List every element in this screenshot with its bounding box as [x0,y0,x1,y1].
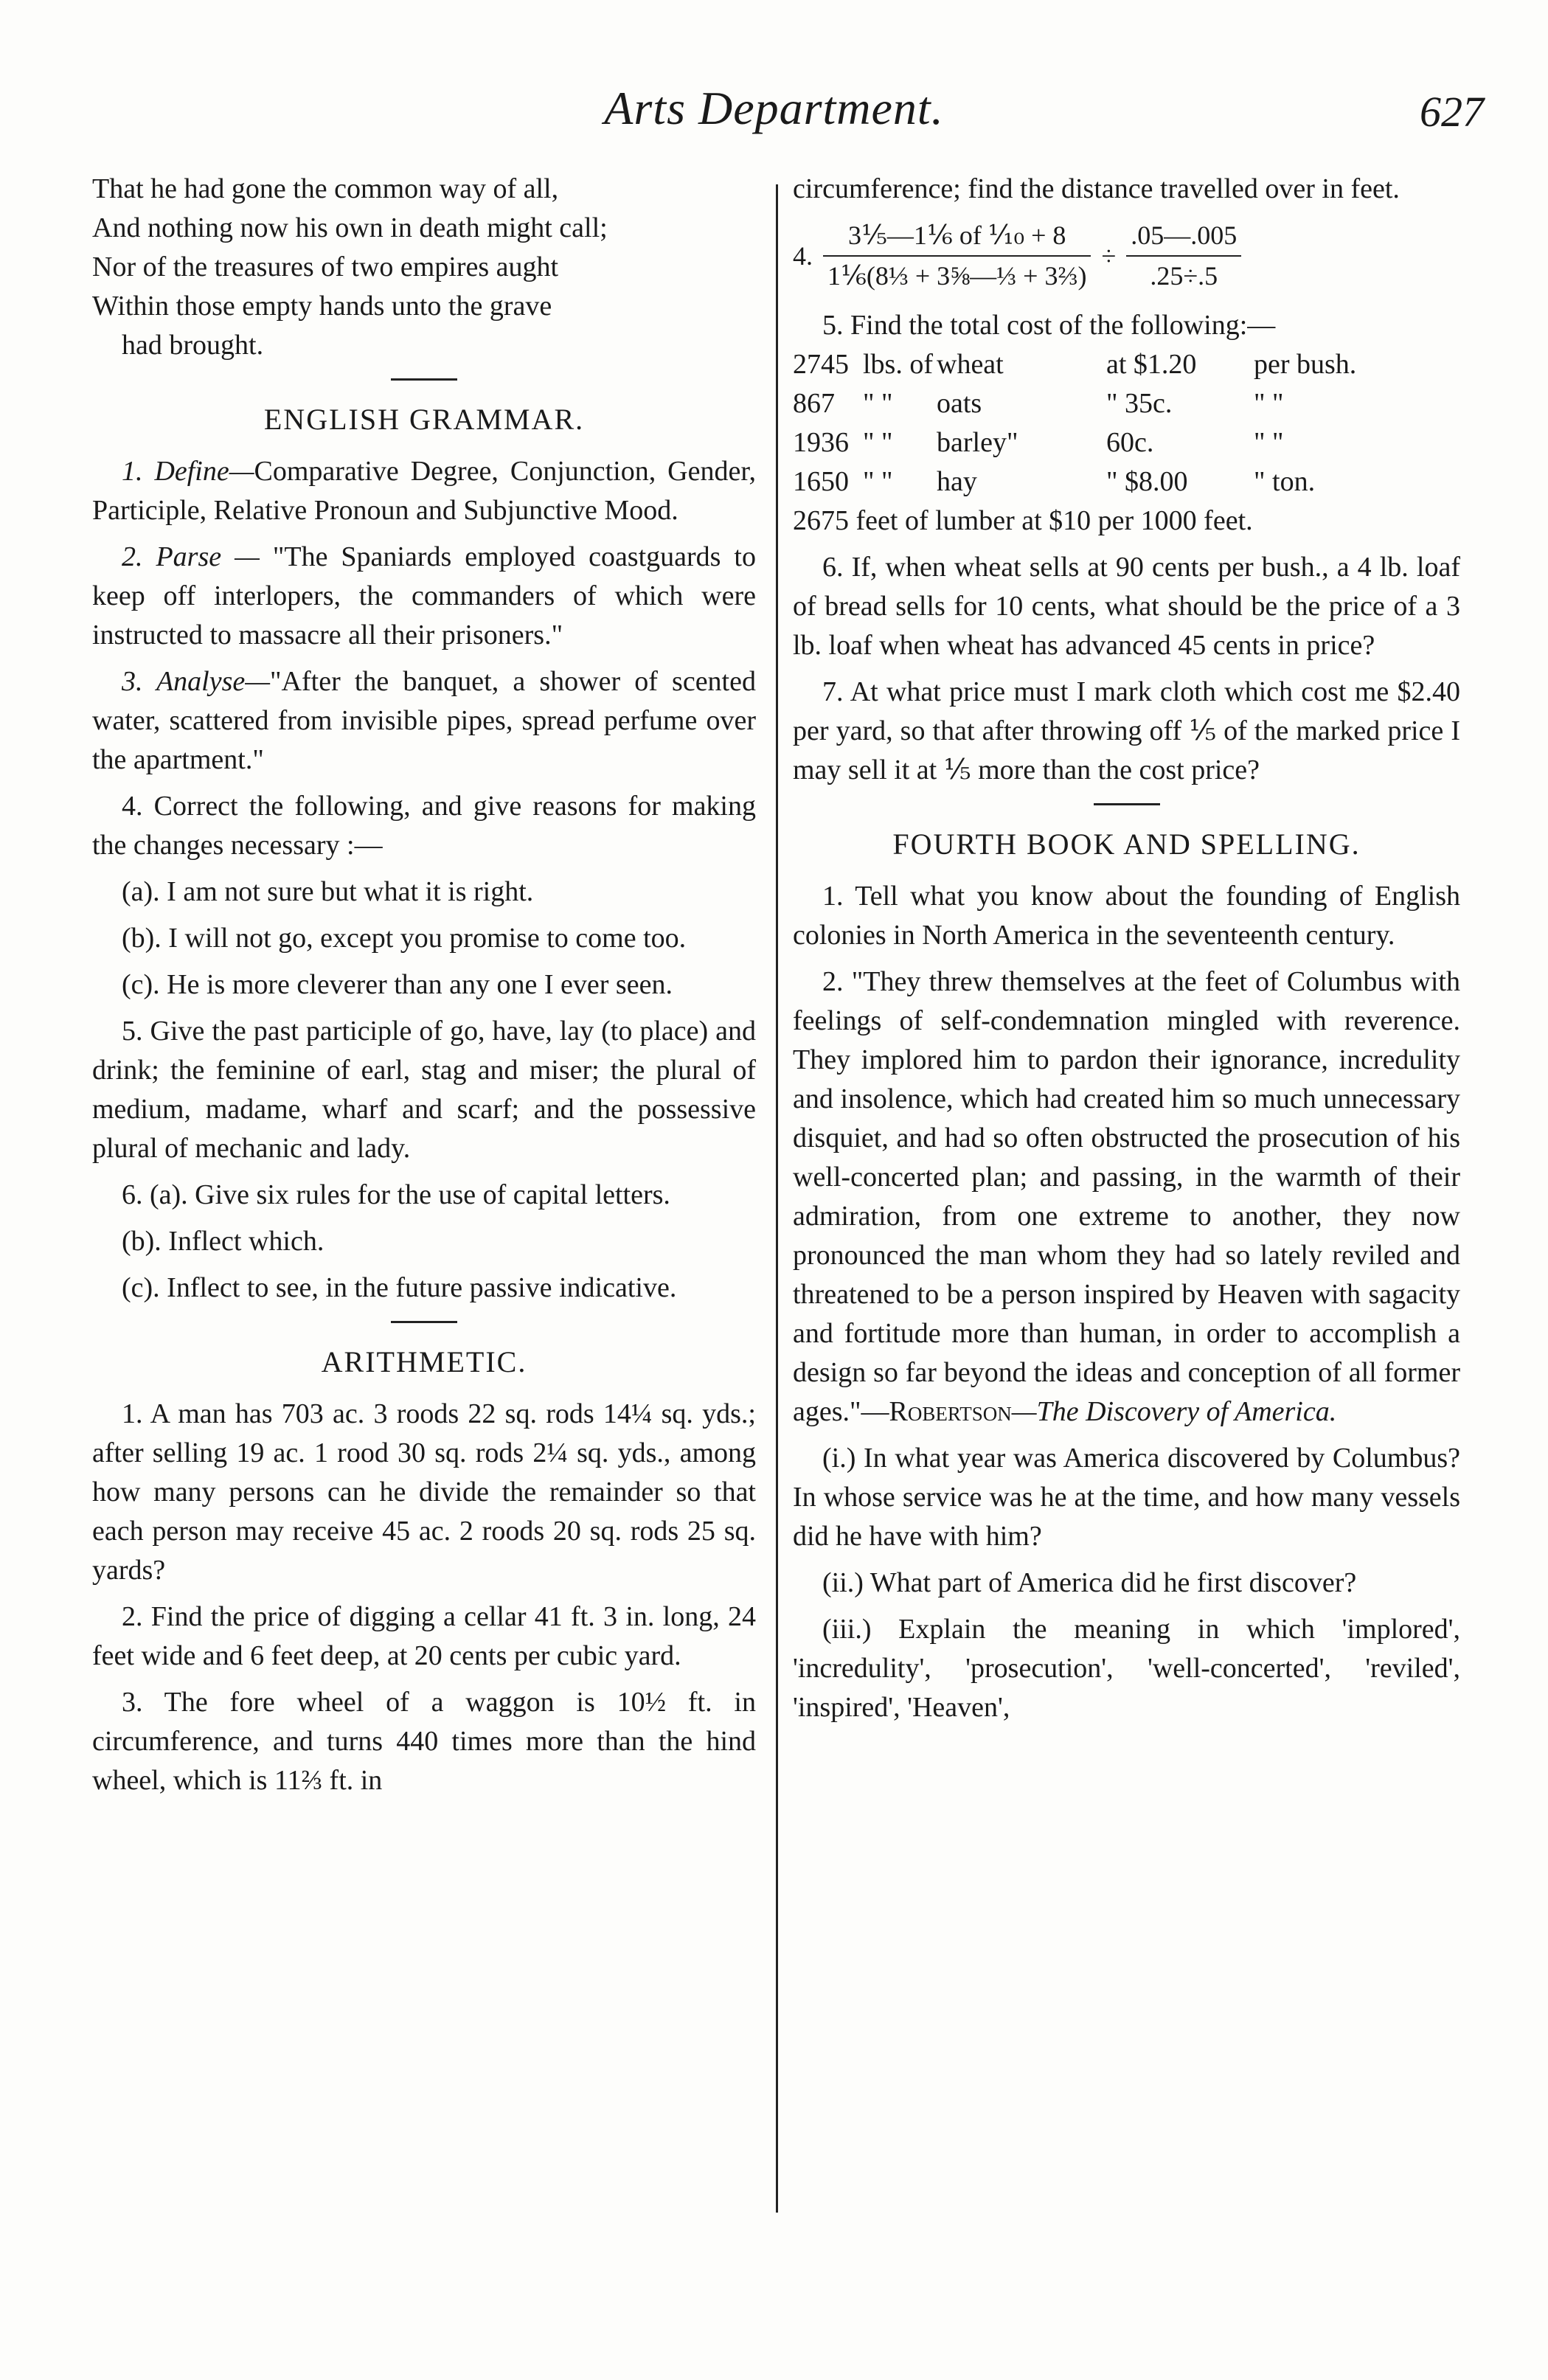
fourth-book-question-1: 1. Tell what you know about the founding of English colonies in North America in the seventeenth century. [793,881,1460,951]
division-operator: ÷ [1101,240,1117,271]
price-value: " $8.00 [1106,466,1188,497]
price-unit: lbs. of [863,349,933,380]
arithmetic-question-4 [793,216,1460,296]
price-value: at $1.20 [1106,349,1197,380]
grammar-question-2 [92,538,756,655]
arithmetic-question-2: 2. Find the price of digging a cellar 41 ft. 3 in. long, 24 feet wide and 6 feet deep, at 20 cents per cubic yard. [92,1601,756,1671]
arithmetic-question-6: 6. If, when wheat sells at 90 cents per bush., a 4 lb. loaf of bread sells for 10 cents, what should be the price of a 3 lb. loaf when wheat has advanced 45 cents in price? [793,552,1460,661]
poem-line: That he had gone the common way of all, [92,173,559,204]
price-unit: " " [863,466,893,497]
grammar-question-5: 5. Give the past participle of go, have, lay (to place) and drink; the feminine of earl, stag and miser; the plural of medium, madame, wharf and scarf; and the possessive plural of mechanic and lady. [92,1016,756,1164]
fraction-denominator: .25÷.5 [1150,261,1218,291]
page-number: 627 [1420,88,1484,136]
price-quantity: 1650 [793,466,849,497]
grammar-question-6b: (b). Inflect which. [122,1226,324,1257]
price-quantity: 2745 [793,349,849,380]
price-row [793,462,1460,502]
poem [92,170,756,365]
fourth-book-question-iii: (iii.) Explain the meaning in which 'implored', 'incredulity', 'prosecution', 'well-concerted', 'reviled', 'inspired', 'Heaven', [793,1614,1460,1723]
price-item: oats [937,388,982,419]
right-column [793,170,1460,1735]
price-quantity: 867 [793,388,835,419]
grammar-question-3 [92,662,756,780]
grammar-question-4c: (c). He is more cleverer than any one I ever seen. [122,969,673,1000]
column-divider [776,184,778,2213]
arithmetic-question-3: 3. The fore wheel of a waggon is 10½ ft. in circumference, and turns 440 times more than the hind wheel, which is 11⅔ ft. in [92,1687,756,1796]
price-row [793,345,1460,384]
question-text: "The Spaniards employed coastguards to keep off interlopers, the commanders of which were instructed to massacre all their prisoners." [92,541,756,650]
price-unit: " " [863,388,893,419]
section-rule [1094,803,1160,805]
poem-line: And nothing now his own in death might call; [92,212,608,243]
price-per: " ton. [1254,466,1316,497]
arithmetic-question-1: 1. A man has 703 ac. 3 roods 22 sq. rods 14¼ sq. yds.; after selling 19 ac. 1 rood 30 sq. rods 2¼ sq. yds., among how many persons can he divide the remainder so that each person may receive 45 ac. 2 roods 20 sq. rods 25 sq. yards? [92,1398,756,1586]
arithmetic-question-7: 7. At what price must I mark cloth which cost me $2.40 per yard, so that after throwing off ⅕ of the marked price I may sell it at ⅕ more than the cost price? [793,676,1460,785]
poem-line: had brought. [122,330,264,361]
grammar-question-1 [92,452,756,530]
section-title-arithmetic: ARITHMETIC. [321,1345,527,1378]
question-label: 1. Define— [122,456,254,487]
price-per: " " [1254,388,1284,419]
running-head: Arts Department. [604,82,944,134]
quotation-text: 2. "They threw themselves at the feet of Columbus with feelings of self-condemnation mingled with reverence. They implored him to pardon their ignorance, incredulity and insolence, which had created him so much unnecessary disquiet, and had so often obstructed the prosecution of his well-concerted plan; and passing, in the warmth of their admiration, from one extreme to another, they now pronounced the man whom they had so lately reviled and threatened to be a person inspired by Heaven with sagacity and fortitude more than human, in order to accomplish a design so far beyond the ideas and conception of all former ages."— [793,966,1460,1427]
question-text: "After the banquet, a shower of scented water, scattered from invisible pipes, spread perfume over the apartment." [92,666,756,775]
price-per: " " [1254,427,1284,458]
arithmetic-question-5: 5. Find the total cost of the following:— [822,310,1276,341]
question-label: 4. [793,240,813,271]
question-label: 3. Analyse— [122,666,271,697]
fourth-book-question-2 [793,962,1460,1432]
section-title-grammar: ENGLISH GRAMMAR. [263,403,585,436]
fraction-numerator: .05—.005 [1126,216,1241,257]
price-table [793,345,1460,541]
question-label: 2. Parse — [122,541,273,572]
price-value: 60c. [1106,427,1154,458]
arithmetic-question-3-continued: circumference; find the distance travelled over in feet. [793,173,1400,204]
price-item: wheat [937,349,1004,380]
quotation-author: Robertson [889,1396,1012,1427]
fraction-right [1126,216,1241,296]
grammar-question-4a: (a). I am not sure but what it is right. [122,876,534,907]
price-row [793,384,1460,423]
price-quantity: 1936 [793,427,849,458]
price-value: " 35c. [1106,388,1173,419]
grammar-question-6c: (c). Inflect to see, in the future passive indicative. [122,1272,677,1303]
price-row-lumber: 2675 feet of lumber at $10 per 1000 feet. [793,505,1253,536]
grammar-question-4: 4. Correct the following, and give reasons for making the changes necessary :— [92,791,756,861]
fraction-left [823,216,1091,296]
poem-line: Nor of the treasures of two empires aught [92,251,559,282]
fraction-numerator: 3⅕—1⅙ of ⅒ + 8 [823,216,1091,257]
left-column [92,170,756,1808]
section-rule [391,378,457,381]
price-item: hay [937,466,977,497]
poem-line: Within those empty hands unto the grave [92,291,552,322]
fourth-book-question-ii: (ii.) What part of America did he first discover? [822,1567,1357,1598]
quotation-source: —The Discovery of America. [1011,1396,1337,1427]
price-per: per bush. [1254,349,1357,380]
section-rule [391,1321,457,1323]
grammar-question-4b: (b). I will not go, except you promise to come too. [122,923,687,954]
grammar-question-6a: 6. (a). Give six rules for the use of capital letters. [122,1179,670,1210]
price-item: barley" [937,427,1018,458]
price-unit: " " [863,427,893,458]
fourth-book-question-i: (i.) In what year was America discovered by Columbus? In whose service was he at the time, and how many vessels did he have with him? [793,1443,1460,1552]
section-title-fourth-book: FOURTH BOOK AND SPELLING. [892,828,1361,861]
price-row [793,423,1460,462]
fraction-denominator: 1⅙(8⅓ + 3⅝—⅓ + 3⅔) [827,261,1087,291]
question-text: Comparative Degree, Conjunction, Gender, Participle, Relative Pronoun and Subjunctive Mood. [92,456,756,526]
